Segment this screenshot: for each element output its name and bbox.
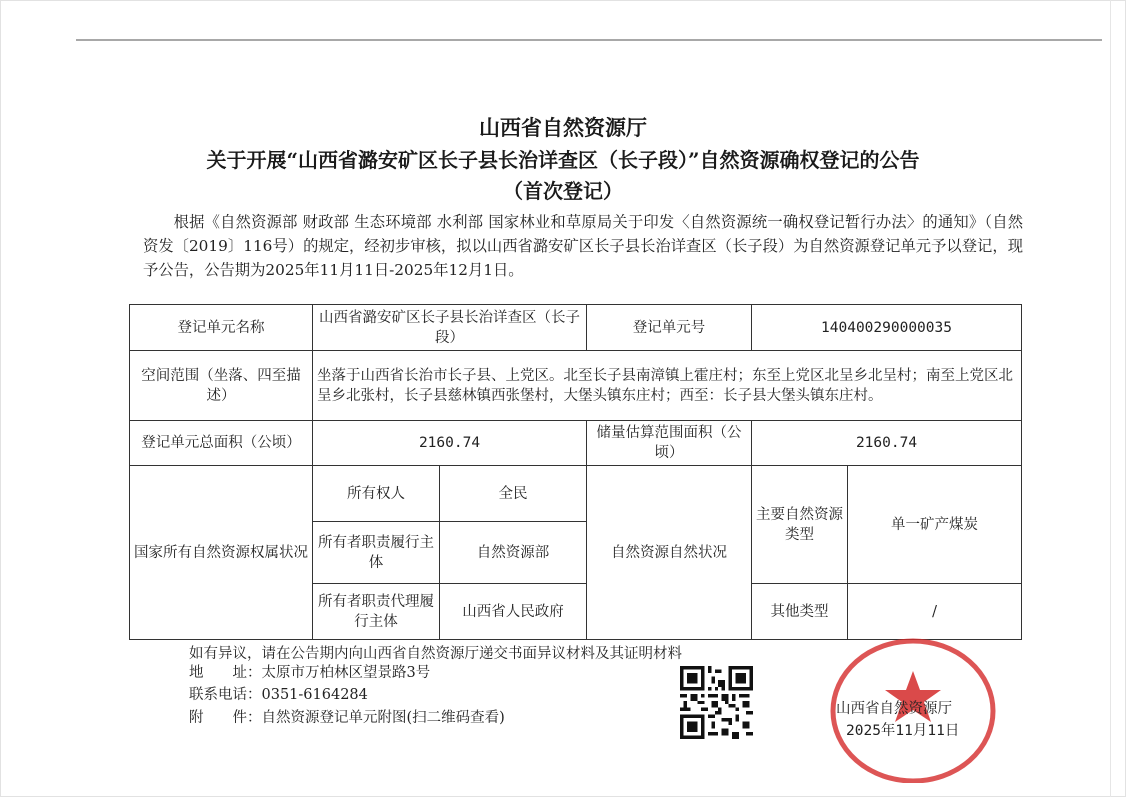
duty-label: 所有者职责履行主体 bbox=[313, 522, 440, 584]
unit-no-label: 登记单元号 bbox=[587, 305, 752, 351]
org-title: 山西省自然资源厅 bbox=[479, 115, 647, 140]
announcement-subtitle: （首次登记） bbox=[503, 179, 623, 203]
address-line: 地 址：太原市万柏林区望景路3号 bbox=[189, 665, 431, 681]
announcement-title: 关于开展“山西省潞安矿区长子县长治详查区（长子段）”自然资源确权登记的公告 bbox=[206, 148, 920, 172]
unit-no-value: 140400290000035 bbox=[752, 305, 1022, 351]
owner-label: 所有权人 bbox=[313, 466, 440, 522]
owner-value: 全民 bbox=[440, 466, 587, 522]
reserve-area-value: 2160.74 bbox=[752, 421, 1022, 466]
signature-date: 2025年11月11日 bbox=[846, 723, 960, 739]
table-row bbox=[130, 466, 1022, 522]
intro-paragraph: 根据《自然资源部 财政部 生态环境部 水利部 国家林业和草原局关于印发〈自然资源统一确权登记暂行办法〉的通知》（自然资发〔2019〕116号）的规定，经初步审核，拟以山西省潞安矿区长子县长治详查区（长子段）为自然资源登记单元予以登记，现予公告，公告期为2025年11月11日-2025年12月1日。 bbox=[143, 213, 1023, 279]
duty-value: 自然资源部 bbox=[440, 522, 587, 584]
agent-label: 所有者职责代理履行主体 bbox=[313, 584, 440, 640]
agent-value: 山西省人民政府 bbox=[440, 584, 587, 640]
total-area-label: 登记单元总面积（公顷） bbox=[130, 421, 313, 466]
unit-name-value: 山西省潞安矿区长子县长治详查区（长子段） bbox=[313, 305, 587, 351]
nature-label: 自然资源自然状况 bbox=[587, 466, 752, 640]
other-type-value: / bbox=[848, 584, 1022, 640]
scope-label: 空间范围（坐落、四至描述） bbox=[130, 351, 313, 421]
top-rule bbox=[76, 39, 1102, 41]
ownership-label: 国家所有自然资源权属状况 bbox=[130, 466, 313, 640]
attachment-line: 附 件：自然资源登记单元附图(扫二维码查看) bbox=[189, 710, 505, 726]
table-row bbox=[130, 305, 1022, 351]
table-row bbox=[130, 421, 1022, 466]
reserve-area-label: 储量估算范围面积（公顷） bbox=[587, 421, 752, 466]
main-type-value: 单一矿产煤炭 bbox=[848, 466, 1022, 584]
qr-code-icon[interactable] bbox=[680, 666, 753, 739]
other-type-label: 其他类型 bbox=[752, 584, 848, 640]
total-area-value: 2160.74 bbox=[313, 421, 587, 466]
objection-note: 如有异议，请在公告期内向山西省自然资源厅递交书面异议材料及其证明材料 bbox=[189, 646, 682, 662]
scope-value: 坐落于山西省长治市长子县、上党区。北至长子县南漳镇上霍庄村；东至上党区北呈乡北呈村；南至上党区北呈乡北张村，长子县慈林镇西张堡村，大堡头镇东庄村；西至：长子县大堡头镇东庄村。 bbox=[313, 351, 1022, 421]
signature-org: 山西省自然资源厅 bbox=[836, 701, 952, 717]
table-row bbox=[130, 351, 1022, 421]
phone-line: 联系电话：0351-6164284 bbox=[189, 687, 368, 703]
unit-name-label: 登记单元名称 bbox=[130, 305, 313, 351]
main-type-label: 主要自然资源类型 bbox=[752, 466, 848, 584]
registration-table bbox=[129, 304, 1022, 640]
